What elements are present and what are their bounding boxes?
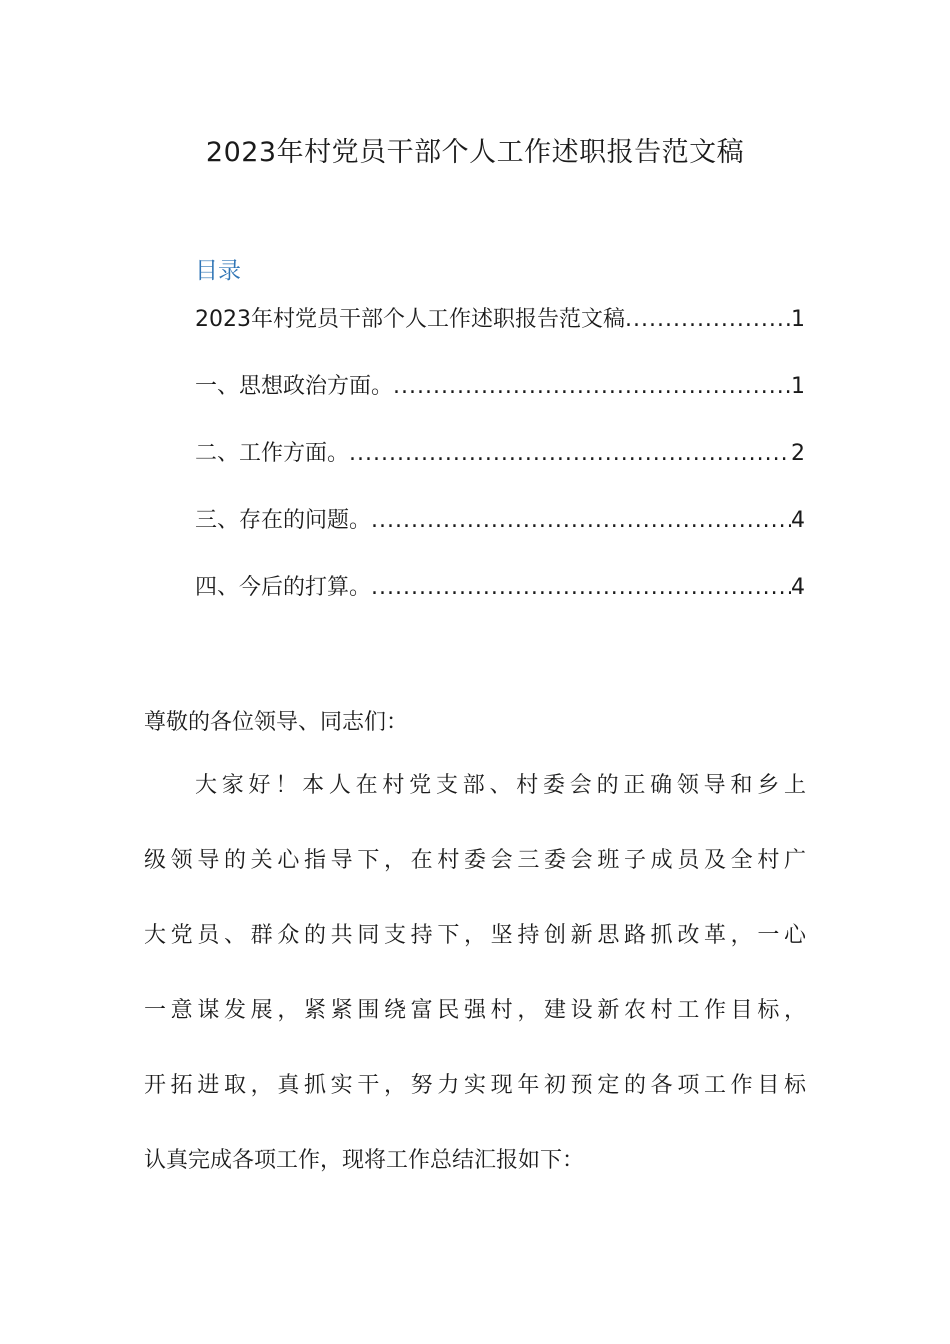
body-line: 认真完成各项工作，现将工作总结汇报如下： [144, 1148, 585, 1173]
toc-entry[interactable] [195, 570, 805, 637]
toc-entry-label: 2023年村党员干部个人工作述职报告范文稿 [195, 307, 625, 332]
toc-entry-label: 一、思想政治方面。 [195, 374, 394, 399]
toc-entry[interactable] [195, 302, 805, 369]
toc-entry-page: 4 [791, 508, 805, 533]
toc-entry-page: 2 [791, 441, 805, 466]
toc-entry-page: 4 [791, 575, 805, 600]
toc-heading: 目录 [195, 258, 241, 284]
toc-entry[interactable] [195, 369, 805, 436]
toc-leader-dots [371, 508, 791, 533]
body-line: 开拓进取，真抓实干，努力实现年初预定的各项工作目标 [144, 1073, 806, 1098]
toc-entry-label: 四、今后的打算。 [195, 575, 372, 600]
body-paragraph [144, 768, 806, 1218]
toc-leader-dots [349, 441, 791, 466]
toc-entry-label: 二、工作方面。 [195, 441, 350, 466]
toc-entry-page: 1 [791, 374, 805, 399]
salutation: 尊敬的各位领导、同志们： [144, 710, 409, 735]
toc-entry-page: 1 [791, 307, 805, 332]
document-title: 2023年村党员干部个人工作述职报告范文稿 [205, 137, 745, 168]
body-line: 一意谋发展，紧紧围绕富民强村，建设新农村工作目标， [144, 998, 806, 1023]
body-line: 大家好！本人在村党支部、村委会的正确领导和乡上 [195, 773, 806, 798]
toc-leader-dots [393, 374, 791, 399]
toc-leader-dots [371, 575, 791, 600]
body-line: 大党员、群众的共同支持下，坚持创新思路抓改革，一心 [144, 923, 806, 948]
toc-entry[interactable] [195, 503, 805, 570]
toc-entry-label: 三、存在的问题。 [195, 508, 372, 533]
body-line: 级领导的关心指导下，在村委会三委会班子成员及全村广 [144, 848, 806, 873]
toc-entry[interactable] [195, 436, 805, 503]
toc-leader-dots [625, 307, 791, 332]
table-of-contents [195, 302, 805, 637]
